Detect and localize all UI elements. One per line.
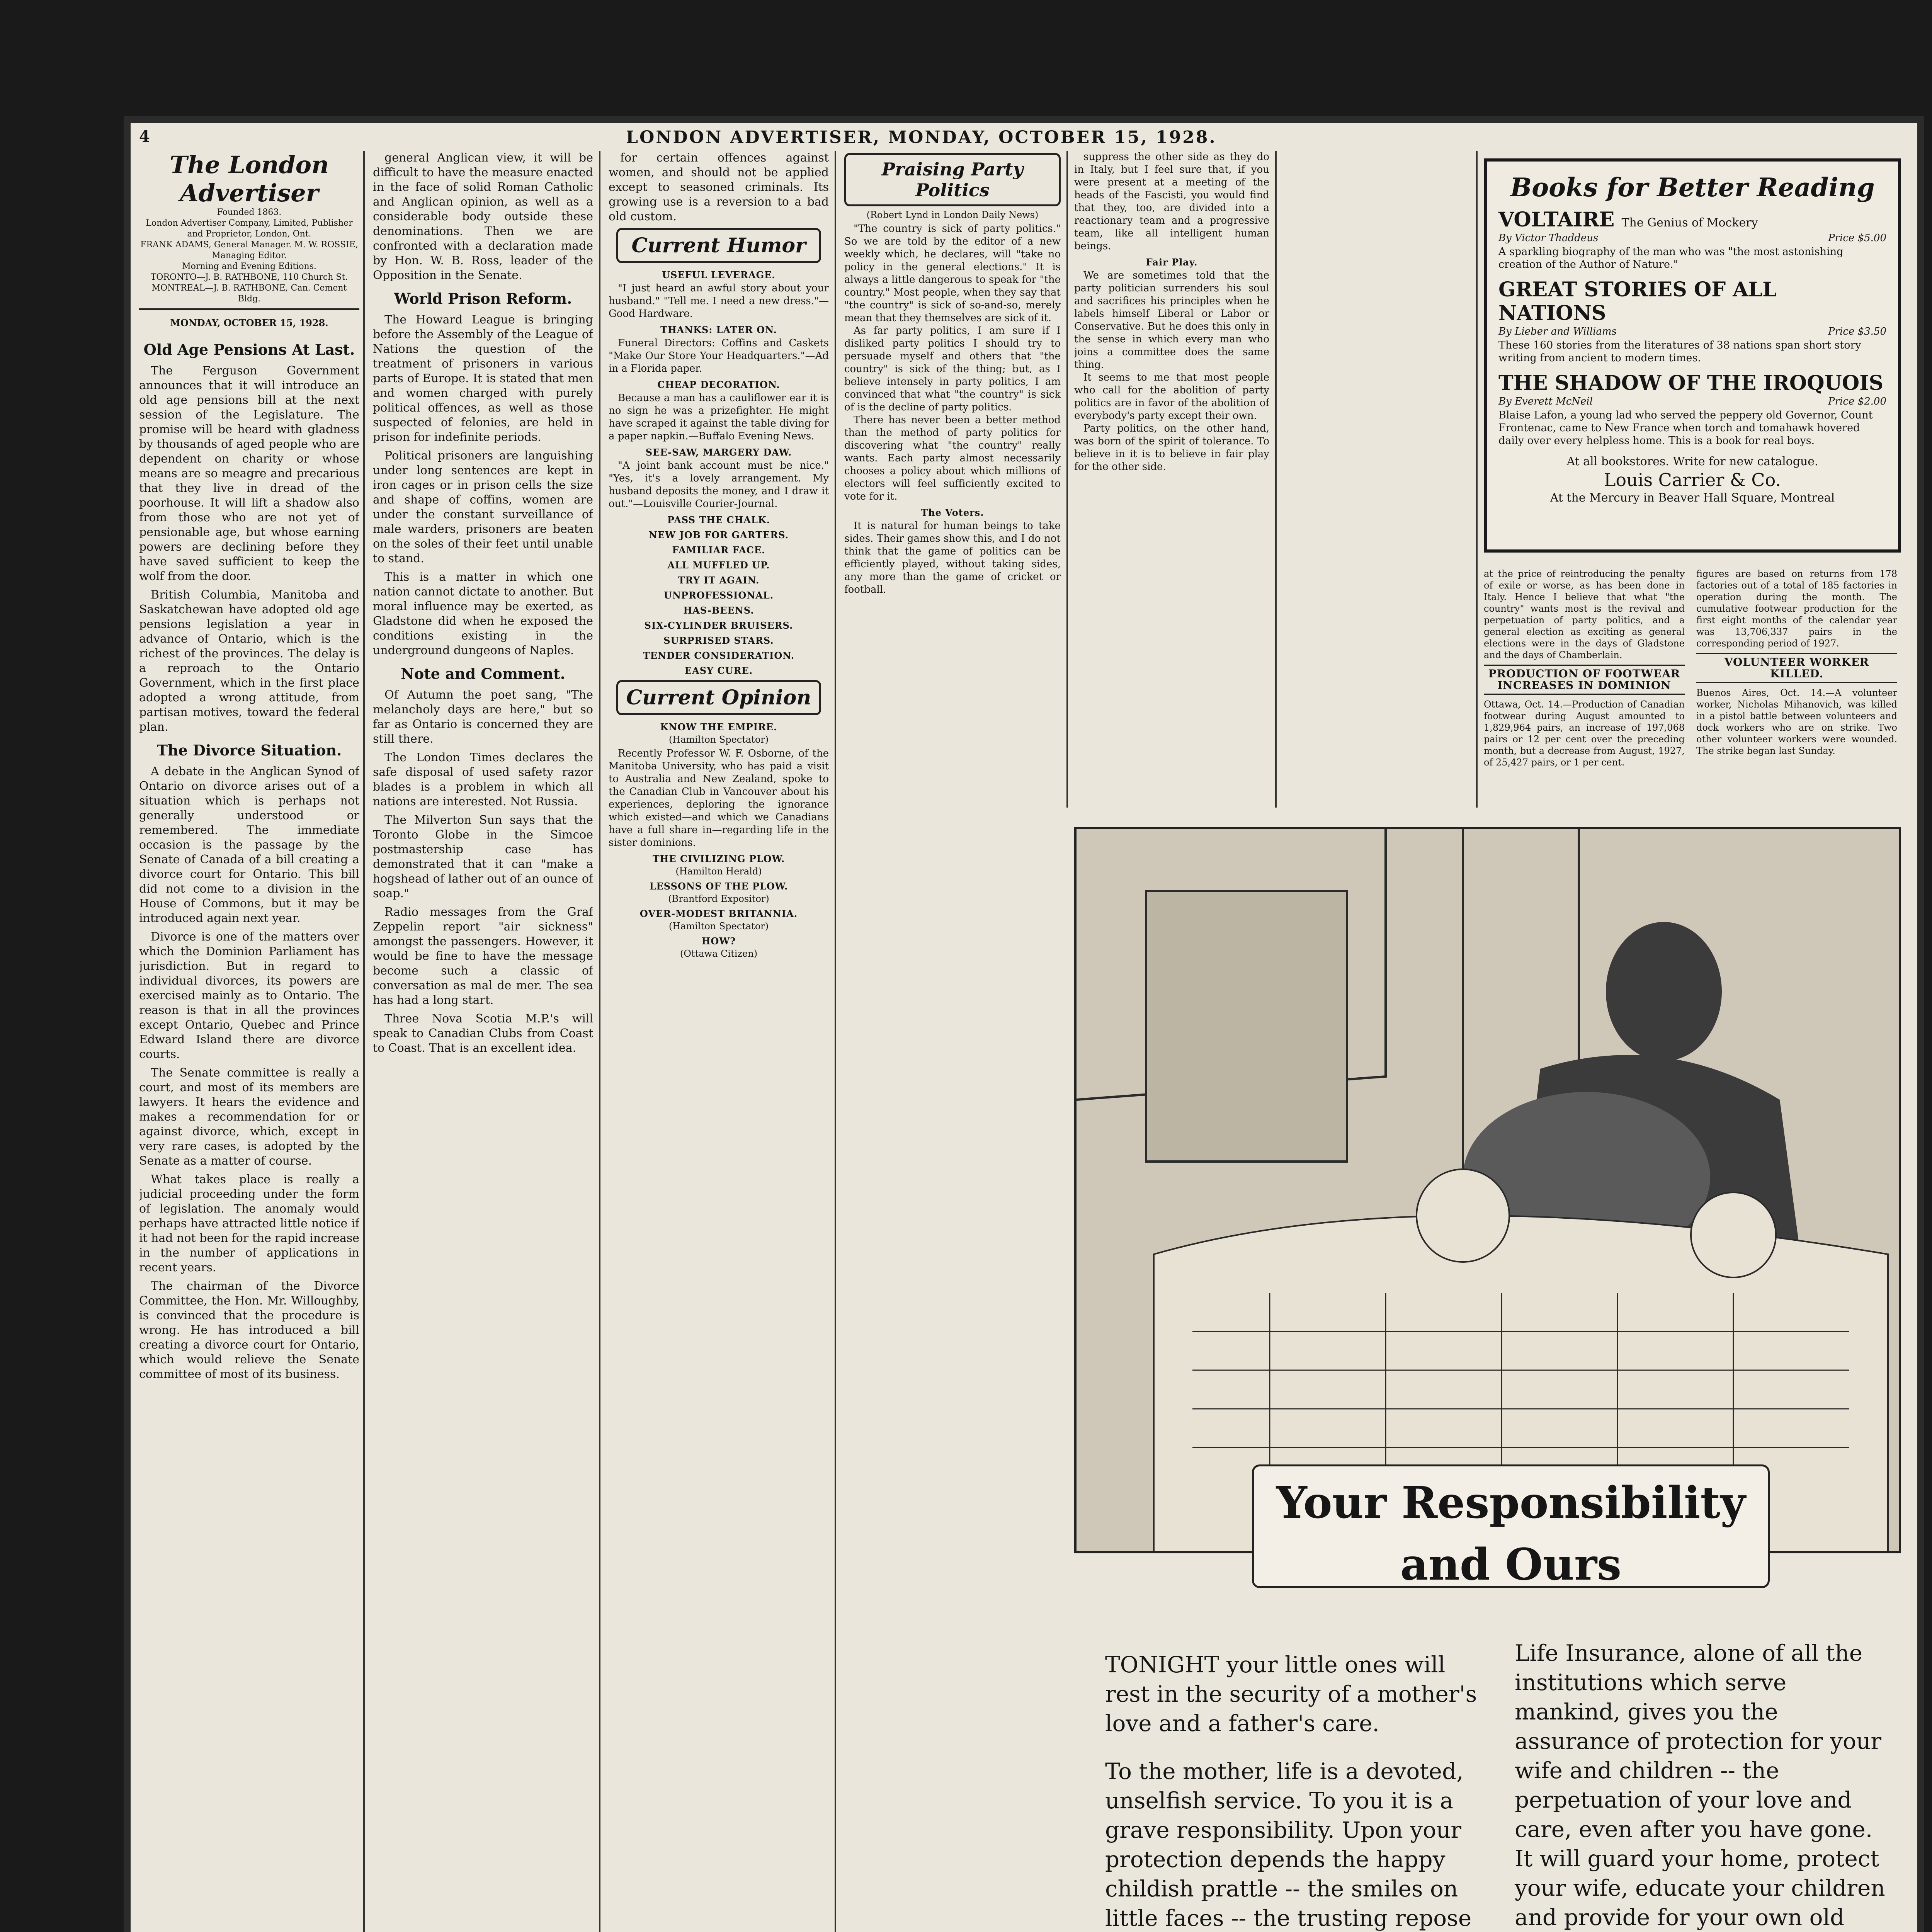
article-paragraph: general Anglican view, it will be difficult to have the measure enacted in the face of solid Roman Catholic and Anglican opinion, as well as a considerable body outside these denominations. Then we are confronted with a declaration made by Hon. W. B. Ross, leader of the Opposition in the Senate. xyxy=(373,151,593,282)
humor-item-heading: EASY CURE. xyxy=(684,665,753,676)
book-description: A sparkling biography of the man who was "the most astonishing creation of the Author of Nature." xyxy=(1498,246,1844,270)
folio-line xyxy=(124,128,1924,151)
book-price: Price $5.00 xyxy=(1828,232,1886,244)
opinion-item-body: Recently Professor W. F. Osborne, of the Manitoba University, who has paid a visit to Australia and New Zealand, spoke to the Canadian Club in Vancouver about his experiences, deploring the ignorance which existed—and which we Canadians have a full share in—regarding life in the sister dominions. xyxy=(609,748,829,849)
humor-item-heading: FAMILIAR FACE. xyxy=(672,544,765,556)
ad-paragraph: Life Insurance, alone of all the institutions which serve mankind, gives you the assurance of protection for your wife and children -- the perpetuation of your love and care, even after you have gone. It will guard your home, protect your wife, educate your children and provide for your own old xyxy=(1515,1640,1885,1930)
article-paragraph: It is natural for human beings to take sides. Their games show this, and I do not think that the game of politics can be efficiently played, without taking sides, any more than the game of cricket or football. xyxy=(844,520,1061,595)
opinion-item-heading: OVER-MODEST BRITANNIA. xyxy=(639,908,798,919)
running-head: LONDON ADVERTISER, MONDAY, OCTOBER 15, 1928. xyxy=(626,128,1217,147)
book-byline xyxy=(1498,232,1886,244)
humor-item-heading: SURPRISED STARS. xyxy=(663,635,774,646)
article-paragraph: Ottawa, Oct. 14.—Production of Canadian footwear during August amounted to 1,829,964 pairs, an increase of 197,068 pairs or 12 per cent over the preceding month, but a decrease from August, 1927, of 25,427 pairs, or 1 per cent. xyxy=(1484,699,1685,768)
ad-left-copy xyxy=(1105,1650,1484,1932)
masthead-managers: FRANK ADAMS, General Manager. M. W. ROSSIE, Managing Editor. xyxy=(140,240,358,260)
book-byline xyxy=(1498,396,1886,407)
book-title-text: VOLTAIRE xyxy=(1498,208,1615,231)
article-paragraph: It seems to me that most people who call for the abolition of party politics are in favor of the abolition of everybody's party except their own. xyxy=(1074,372,1269,422)
life-insurance-advertisement xyxy=(1059,819,1909,1932)
comment-paragraph: The Milverton Sun says that the Toronto Globe in the Simcoe postmastership case has demonstrated that it can "make a hogshead of lather out of an ounce of soap." xyxy=(373,813,593,900)
humor-item-heading: USEFUL LEVERAGE. xyxy=(662,269,776,281)
column-party-politics-cont xyxy=(1074,151,1269,808)
humor-item-body: Because a man has a cauliflower ear it is no sign he was a prizefighter. He might have scraped it against the table diving for a paper napkin.—Buffalo Evening News. xyxy=(609,392,829,442)
book-title: THE SHADOW OF THE IROQUOIS xyxy=(1498,371,1884,395)
ad-headline-line-1: Your Responsibility xyxy=(1276,1478,1746,1528)
article-paragraph: A debate in the Anglican Synod of Ontario on divorce arises out of a situation which is perhaps not generally understood or remembered. The immediate occasion is the passage by the Senate of Canada of a bill creating a divorce court for Ontario. This bill did not come to a division in the House of Commons, but it may be introduced again next year. xyxy=(139,765,359,925)
news-column-left xyxy=(1484,568,1685,768)
humor-item-body: "A joint bank account must be nice." "Yes, it's a lovely arrangement. My husband deposits the money, and I draw it out."—Louisville Courier-Journal. xyxy=(609,460,829,510)
opinion-source: (Ottawa Citizen) xyxy=(680,948,758,959)
column-rule xyxy=(1275,151,1277,808)
book-price: Price $3.50 xyxy=(1828,326,1886,337)
article-paragraph: figures are based on returns from 178 factories out of a total of 185 factories in operation during the month. The cumulative footwear production for the first eight months of the calendar year was 13,706,337 pairs in the corresponding period of 1927. xyxy=(1696,568,1897,649)
mother-children-illustration xyxy=(1074,827,1901,1553)
article-paragraph: Divorce is one of the matters over which the Dominion Parliament has jurisdiction. But in regard to individual divorces, its powers are exercised mainly as to Ontario. The reason is that in all the provinces except Ontario, Quebec and Prince Edward Island there are divorce courts. xyxy=(139,930,359,1061)
books-advertisement xyxy=(1484,158,1901,553)
masthead-publisher: London Advertiser Company, Limited, Publisher and Proprietor, London, Ont. xyxy=(146,218,353,239)
book-description: These 160 stories from the literatures of 38 nations span short story writing from ancient to modern times. xyxy=(1498,339,1861,364)
article-paragraph: There has never been a better method than the method of party politics for discovering what "the country" really wants. Each party almost necessarily chooses a policy about which millions of electors will feel sufficiently excited to vote for it. xyxy=(844,414,1061,502)
illustration-svg xyxy=(1077,829,1901,1553)
article-paragraph: suppress the other side as they do in Italy, but I feel sure that, if you were present at a meeting of the heads of the Fascisti, you would find that they, too, are divided into a reactionary team and a progressive team, like all intelligent human beings. xyxy=(1074,151,1269,252)
humor-item-heading: NEW JOB FOR GARTERS. xyxy=(648,529,789,541)
book-author: By Lieber and Williams xyxy=(1498,326,1617,337)
books-ad-heading: Books for Better Reading xyxy=(1510,172,1875,202)
article-paragraph: at the price of reintroducing the penalty of exile or worse, as has been done in Italy. Hence I believe that what "the country" wants most is the revival and perpetuation of party politics, and a general election as exciting as general elections were in the days of Gladstone and the days of Chamberlain. xyxy=(1484,568,1685,660)
book-author: By Everett McNeil xyxy=(1498,396,1593,407)
humor-item-heading: PASS THE CHALK. xyxy=(667,514,770,526)
headline-world-prison-reform: World Prison Reform. xyxy=(394,290,572,307)
book-description: Blaise Lafon, a young lad who served the peppery old Governor, Count Frontenac, came to New France when torch and tomahawk hovered daily over every helpless home. This is a book for real boys. xyxy=(1498,409,1873,447)
article-paragraph: "The country is sick of party politics." So we are told by the editor of a new weekly which, he declares, will "take no policy in the general elections." It is always a little dangerous to speak for "the country." Most people, when they say that "the country" is sick of so-and-so, merely mean that they themselves are sick of it. xyxy=(844,223,1061,324)
book-title xyxy=(1498,208,1886,231)
comment-paragraph: The London Times declares the safe disposal of used safety razor blades is a problem in which all nations are interested. Not Russia. xyxy=(373,751,593,808)
book-title: GREAT STORIES OF ALL NATIONS xyxy=(1498,278,1777,325)
column-rule xyxy=(1066,151,1068,808)
article-paragraph: What takes place is really a judicial proceeding under the form of legislation. The anomaly would perhaps have attracted little notice if it had not been for the rapid increase in the number of applications in recent years. xyxy=(139,1173,359,1274)
headline-volunteer-killed: VOLUNTEER WORKER KILLED. xyxy=(1696,653,1897,683)
headline-divorce-situation: The Divorce Situation. xyxy=(156,742,342,759)
subheading-fair-play: Fair Play. xyxy=(1146,257,1198,268)
opinion-source: (Hamilton Spectator) xyxy=(668,734,769,745)
column-editorial-1 xyxy=(139,151,359,1932)
article-paragraph: This is a matter in which one nation cannot dictate to another. But moral influence may be exerted, as Gladstone did when he exposed the conditions existing in the underground dungeons of Naples. xyxy=(373,570,593,657)
humor-item-heading: ALL MUFFLED UP. xyxy=(667,560,770,571)
article-paragraph: We are sometimes told that the party politician surrenders his soul and sacrifices his principles when he labels himself Liberal or Labor or Conservative. But he does this only in the sense in which every man who joins a committee does the same thing. xyxy=(1074,270,1269,371)
article-paragraph: The Howard League is bringing before the Assembly of the League of Nations the question of the treatment of prisoners in various parts of Europe. It is stated that men and women charged with purely political offences, as well as those suspected of felonies, are held in prison for indefinite periods. xyxy=(373,313,593,444)
column-party-politics xyxy=(844,151,1061,808)
opinion-item-heading: LESSONS OF THE PLOW. xyxy=(649,881,788,892)
headline-footwear: PRODUCTION OF FOOTWEAR INCREASES IN DOMINION xyxy=(1484,665,1685,695)
opinion-source: (Hamilton Spectator) xyxy=(668,921,769,932)
article-paragraph: Buenos Aires, Oct. 14.—A volunteer worker, Nicholas Mihanovich, was killed in a pistol battle between volunteers and dock workers who are on strike. Two other volunteer workers were wounded. The strike began last Sunday. xyxy=(1696,687,1897,756)
books-ad-address: At the Mercury in Beaver Hall Square, Montreal xyxy=(1550,491,1835,505)
humor-item-heading: CHEAP DECORATION. xyxy=(657,379,780,390)
news-briefs xyxy=(1484,568,1901,800)
article-paragraph: British Columbia, Manitoba and Saskatchewan have adopted old age pensions legislation a year in advance of Ontario, which is the richest of the provinces. The delay is a reproach to the Ontario Government, which in the first place adopted a wrong attitude, from partisan motives, toward the federal plan. xyxy=(139,588,359,734)
article-paragraph: As far party politics, I am sure if I disliked party politics I should try to persuade myself and others that "the country" is sick of the thing; but, as I believe intensely in party politics, I am convinced that what "the country" is sick of is the decline of party politics. xyxy=(844,325,1061,413)
article-paragraph: The chairman of the Divorce Committee, the Hon. Mr. Willoughby, is convinced that the procedure is wrong. He has introduced a bill creating a divorce court for Ontario, which would relieve the Senate committee of most of its business. xyxy=(139,1279,359,1381)
books-ad-publisher: Louis Carrier & Co. xyxy=(1604,469,1781,490)
article-paragraph: The Senate committee is really a court, and most of its members are lawyers. It hears the evidence and makes a recommendation for or against divorce, which, except in very rare cases, is adopted by the Senate as a matter of course. xyxy=(139,1066,359,1168)
editorial-dateline: MONDAY, OCTOBER 15, 1928. xyxy=(139,315,359,332)
humor-item-body: "I just heard an awful story about your husband." "Tell me. I need a new dress."—Good Hardware. xyxy=(609,282,829,320)
ad-paragraph: TONIGHT your little ones will rest in the security of a mother's love and a father's care. xyxy=(1105,1651,1477,1736)
masthead-representatives: TORONTO—J. B. RATHBONE, 110 Church St. MONTREAL—J. B. RATHBONE, Can. Cement Bldg. xyxy=(150,272,348,304)
humor-item-heading: HAS-BEENS. xyxy=(683,605,754,616)
headline-old-age-pensions: Old Age Pensions At Last. xyxy=(143,341,355,358)
ad-headline-banner xyxy=(1252,1464,1770,1588)
party-politics-headline: Praising Party Politics xyxy=(844,153,1061,206)
current-opinion-heading: Current Opinion xyxy=(616,680,821,715)
current-humor-heading: Current Humor xyxy=(616,228,821,263)
humor-item-heading: UNPROFESSIONAL. xyxy=(663,590,774,601)
masthead-editions: Morning and Evening Editions. xyxy=(182,262,316,271)
article-paragraph: for certain offences against women, and should not be applied except to seasoned criminals. Its growing use is a reversion to a bad old custom. xyxy=(609,151,829,223)
humor-item-heading: THANKS: LATER ON. xyxy=(660,324,777,335)
opinion-source: (Brantford Expositor) xyxy=(668,893,769,904)
ad-paragraph: To the mother, life is a devoted, unselfish service. To you it is a grave responsibility. Upon your protection depends the happy childish prattle -- the smiles on little faces -- the trusting repose xyxy=(1105,1758,1472,1931)
news-column-right xyxy=(1696,568,1897,757)
newspaper-page xyxy=(124,116,1924,1932)
comment-paragraph: Of Autumn the poet sang, "The melancholy days are here," but so far as Ontario is concerned they are still there. xyxy=(373,688,593,746)
humor-item-heading: SIX-CYLINDER BRUISERS. xyxy=(644,620,793,631)
opinion-item-heading: HOW? xyxy=(701,935,736,947)
opinion-item-heading: THE CIVILIZING PLOW. xyxy=(652,853,785,864)
comment-paragraph: Three Nova Scotia M.P.'s will speak to Canadian Clubs from Coast to Coast. That is an excellent idea. xyxy=(373,1012,593,1055)
column-rule xyxy=(1476,151,1478,808)
opinion-item-heading: KNOW THE EMPIRE. xyxy=(660,721,777,733)
book-byline xyxy=(1498,326,1886,337)
column-rule xyxy=(363,151,365,1932)
book-price: Price $2.00 xyxy=(1828,396,1886,407)
masthead-founded: Founded 1863. xyxy=(217,207,282,217)
article-paragraph: The Ferguson Government announces that it will introduce an old age pensions bill at the next session of the Legislature. The promise will be heard with gladness by thousands of aged people who are dependent on charity or whose means are so meagre and precarious that they live in dread of the poorhouse. It will lift a shadow also from those who are not yet of pensionable age, but whose earning powers are declining before they have saved sufficient to keep the wolf from the door. xyxy=(139,364,359,583)
article-paragraph: Party politics, on the other hand, was born of the spirit of tolerance. To believe in it is to believe in fair play for the other side. xyxy=(1074,423,1269,473)
comment-paragraph: Radio messages from the Graf Zeppelin report "air sickness" amongst the passengers. However, it would be fine to have the message become such a classic of conversation as mal de mer. The sea has had a long start. xyxy=(373,905,593,1007)
column-rule xyxy=(835,151,836,1932)
party-politics-byline: (Robert Lynd in London Daily News) xyxy=(866,209,1039,220)
page-number: 4 xyxy=(139,128,150,146)
article-paragraph: Political prisoners are languishing under long sentences are kept in iron cages or in prison cells the size and shape of coffins, women are under the constant surveillance of male warders, prisoners are beaten on the soles of their feet until unable to stand. xyxy=(373,449,593,565)
ad-headline-line-2: and Ours xyxy=(1400,1539,1622,1590)
book-subtitle: The Genius of Mockery xyxy=(1621,216,1758,230)
masthead-title: The London Advertiser xyxy=(169,151,329,207)
column-humor-opinion xyxy=(609,151,829,1932)
subheading-voters: The Voters. xyxy=(921,507,984,518)
humor-item-heading: TRY IT AGAIN. xyxy=(678,575,760,586)
column-rule xyxy=(599,151,600,1932)
humor-item-body: Funeral Directors: Coffins and Caskets "Make Our Store Your Headquarters."—Ad in a Florida paper. xyxy=(609,337,829,374)
headline-note-and-comment: Note and Comment. xyxy=(401,665,565,682)
column-editorial-2 xyxy=(373,151,593,1932)
books-ad-footer: At all bookstores. Write for new catalogue. xyxy=(1566,455,1818,468)
book-author: By Victor Thaddeus xyxy=(1498,232,1599,244)
humor-item-heading: SEE-SAW, MARGERY DAW. xyxy=(645,447,792,458)
masthead xyxy=(139,151,359,310)
humor-item-heading: TENDER CONSIDERATION. xyxy=(643,650,795,661)
opinion-source: (Hamilton Herald) xyxy=(675,866,762,877)
ad-right-copy xyxy=(1515,1638,1886,1932)
